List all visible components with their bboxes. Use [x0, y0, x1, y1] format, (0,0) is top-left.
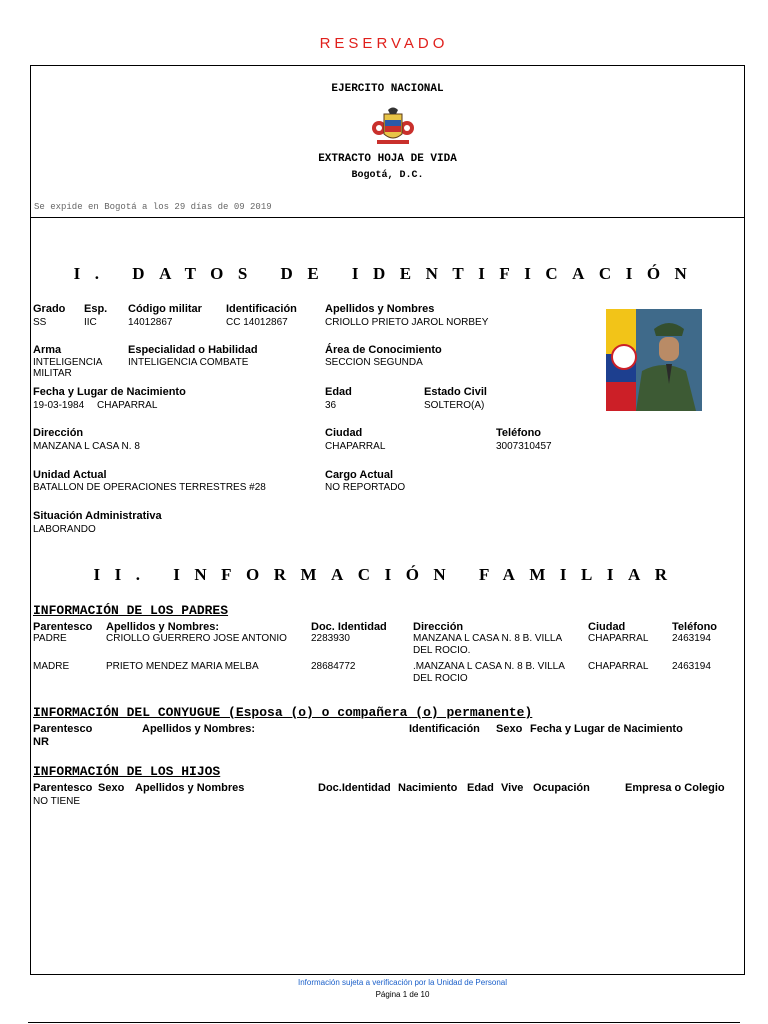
padres-heading: INFORMACIÓN DE LOS PADRES: [33, 603, 229, 618]
page-number: Página 1 de 10: [375, 990, 430, 999]
table-row-padre-ciudad: CHAPARRAL: [588, 633, 649, 644]
conyugue-col-apellidos: Apellidos y Nombres:: [142, 723, 256, 735]
hijos-col-doc: Doc.Identidad: [318, 782, 391, 794]
section-identificacion-title: I. DATOS DE IDENTIFICACIÓN: [73, 264, 702, 283]
footer-note: Información sujeta a verificación por la Unidad de Personal: [297, 978, 507, 987]
label-estado-civil: Estado Civil: [424, 386, 487, 398]
padres-col-doc: Doc. Identidad: [311, 621, 387, 633]
value-unidad-actual: BATALLON DE OPERACIONES TERRESTRES #28: [33, 482, 266, 493]
label-area-conocimiento: Área de Conocimiento: [325, 344, 442, 356]
conyugue-value: NR: [33, 736, 49, 748]
bottom-divider: [28, 1022, 740, 1023]
conyugue-col-parentesco: Parentesco: [33, 723, 93, 735]
table-row-madre-nombre: PRIETO MENDEZ MARIA MELBA: [106, 661, 259, 672]
conyugue-col-identificacion: Identificación: [409, 723, 480, 735]
label-apellidos-nombres: Apellidos y Nombres: [325, 303, 435, 315]
conyugue-heading: INFORMACIÓN DEL CONYUGUE (Esposa (o) o compañera (o) permanente): [33, 705, 533, 720]
hijos-col-parentesco: Parentesco: [33, 782, 93, 794]
value-arma: INTELIGENCIA MILITAR: [33, 357, 102, 379]
label-unidad-actual: Unidad Actual: [33, 469, 107, 481]
label-identificacion: Identificación: [226, 303, 297, 315]
padres-col-direccion: Dirección: [413, 621, 464, 633]
header-divider: [30, 217, 745, 218]
value-identificacion: CC 14012867: [226, 317, 288, 328]
label-grado: Grado: [33, 303, 66, 315]
value-esp: IIC: [84, 317, 97, 328]
value-codigo-militar: 14012867: [128, 317, 173, 328]
value-edad: 36: [325, 400, 337, 411]
label-telefono: Teléfono: [496, 427, 542, 439]
hijos-value: NO TIENE: [33, 796, 81, 807]
table-row-padre-parentesco: PADRE: [33, 633, 67, 644]
hijos-col-vive: Vive: [501, 782, 524, 794]
value-especialidad: INTELIGENCIA COMBATE: [128, 357, 249, 368]
label-situacion-administrativa: Situación Administrativa: [33, 510, 162, 522]
table-row-madre-telefono: 2463194: [672, 661, 711, 672]
value-cargo-actual: NO REPORTADO: [325, 482, 406, 493]
label-esp: Esp.: [84, 303, 108, 315]
conyugue-col-sexo: Sexo: [496, 723, 523, 735]
value-direccion: MANZANA L CASA N. 8: [33, 441, 140, 452]
value-apellidos-nombres: CRIOLLO PRIETO JAROL NORBEY: [325, 317, 489, 328]
label-cargo-actual: Cargo Actual: [325, 469, 394, 481]
hijos-col-apellidos: Apellidos y Nombres: [135, 782, 245, 794]
section-familiar-title: II. INFORMACIÓN FAMILIAR: [93, 565, 682, 584]
value-fecha-nacimiento: 19-03-1984: [33, 400, 85, 411]
table-row-madre-direccion: .MANZANA L CASA N. 8 B. VILLA DEL ROCIO: [413, 661, 565, 684]
table-row-padre-telefono: 2463194: [672, 633, 711, 644]
table-row-madre-doc: 28684772: [311, 661, 356, 672]
label-ciudad: Ciudad: [325, 427, 363, 439]
hijos-col-ocupacion: Ocupación: [533, 782, 590, 794]
table-row-madre-ciudad: CHAPARRAL: [588, 661, 649, 672]
value-lugar-nacimiento: CHAPARRAL: [97, 400, 158, 411]
label-edad: Edad: [325, 386, 352, 398]
label-codigo-militar: Código militar: [128, 303, 202, 315]
org-name: EJERCITO NACIONAL: [331, 83, 444, 95]
label-especialidad: Especialidad o Habilidad: [128, 344, 258, 356]
hijos-col-empresa: Empresa o Colegio: [625, 782, 725, 794]
document-city: Bogotá, D.C.: [351, 170, 424, 181]
table-row-madre-parentesco: MADRE: [33, 661, 70, 672]
value-situacion-administrativa: LABORANDO: [33, 524, 96, 535]
table-row-padre-direccion: MANZANA L CASA N. 8 B. VILLA DEL ROCIO.: [413, 633, 562, 656]
coat-of-arms-emblem: [368, 104, 418, 148]
label-arma: Arma: [33, 344, 62, 356]
value-telefono: 3007310457: [496, 441, 552, 452]
value-area-conocimiento: SECCION SEGUNDA: [325, 357, 423, 368]
reservado-label: RESERVADO: [319, 35, 449, 52]
profile-photo: [606, 309, 702, 411]
value-grado: SS: [33, 317, 47, 328]
table-row-padre-doc: 2283930: [311, 633, 350, 644]
hijos-heading: INFORMACIÓN DE LOS HIJOS: [33, 764, 221, 779]
expedition-line: Se expide en Bogotá a los 29 días de 09 2019: [34, 202, 272, 212]
label-fecha-lugar-nacimiento: Fecha y Lugar de Nacimiento: [33, 386, 186, 398]
value-ciudad: CHAPARRAL: [325, 441, 386, 452]
hijos-col-nacimiento: Nacimiento: [398, 782, 458, 794]
hijos-col-sexo: Sexo: [98, 782, 125, 794]
document-title: EXTRACTO HOJA DE VIDA: [318, 153, 457, 165]
padres-col-telefono: Teléfono: [672, 621, 718, 633]
table-row-padre-nombre: CRIOLLO GUERRERO JOSE ANTONIO: [106, 633, 287, 644]
padres-col-apellidos: Apellidos y Nombres:: [106, 621, 220, 633]
hijos-col-edad: Edad: [467, 782, 494, 794]
padres-col-parentesco: Parentesco: [33, 621, 93, 633]
conyugue-col-fecha-lugar: Fecha y Lugar de Nacimiento: [530, 723, 683, 735]
padres-col-ciudad: Ciudad: [588, 621, 626, 633]
label-direccion: Dirección: [33, 427, 84, 439]
value-estado-civil: SOLTERO(A): [424, 400, 485, 411]
